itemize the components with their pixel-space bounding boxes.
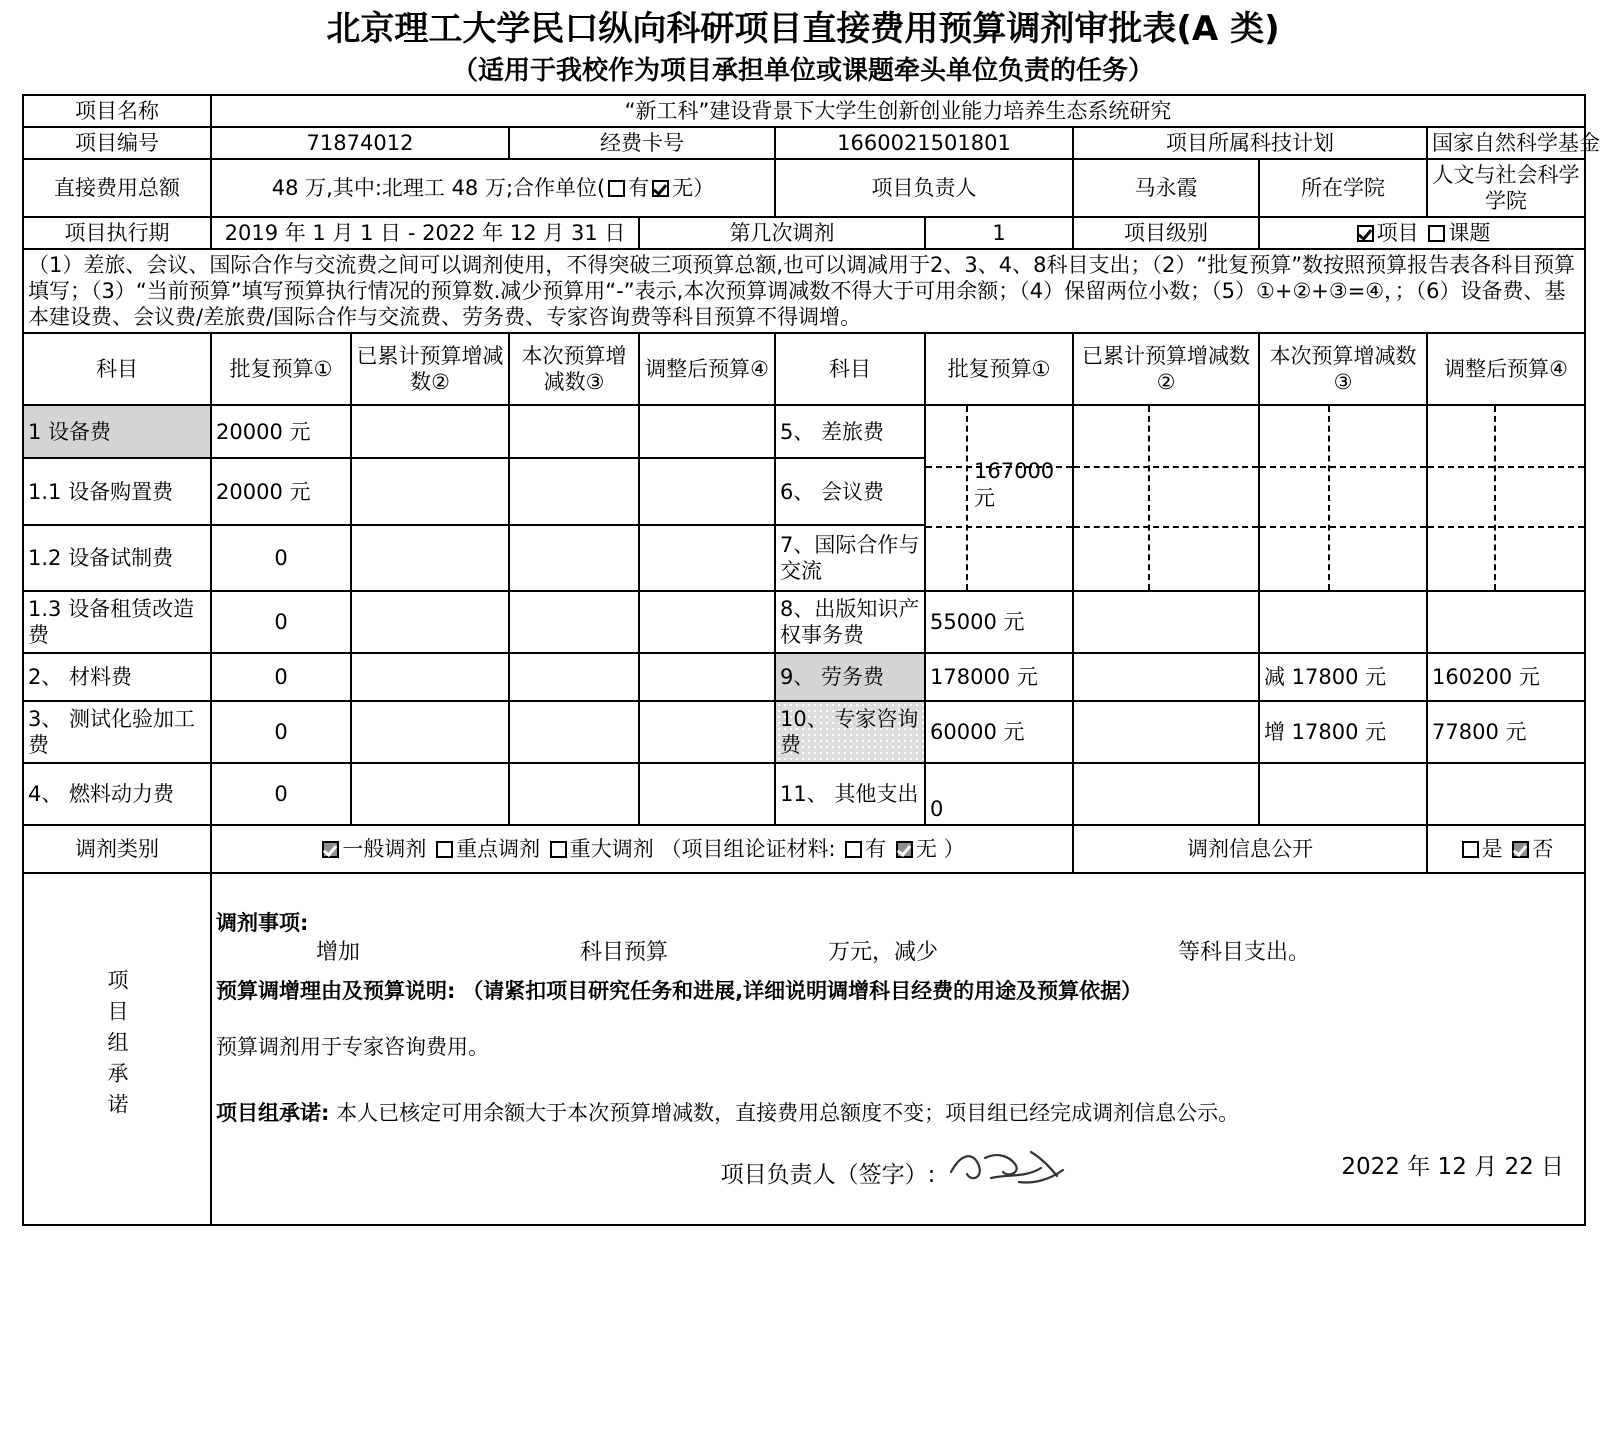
level-topic-checkbox[interactable] [1428,225,1445,242]
right-approved-merged-value: 167000 元 [974,459,1055,510]
header-right-accum: 已累计预算增减数② [1073,333,1259,405]
total-have-checkbox[interactable] [608,180,625,197]
left-subject-1: 1 设备费 [23,405,211,458]
right-after-10: 77800 元 [1427,701,1585,763]
left-subject-4: 4、 燃料动力费 [23,763,211,825]
right-approved-merged-5-7[interactable] [925,405,1073,591]
total-tail: ） [693,176,715,200]
page-subtitle: （适用于我校作为项目承担单位或课题牵头单位负责的任务） [451,56,1154,86]
public-yes-label: 是 [1481,837,1503,861]
right-current-10: 增 17800 元 [1259,701,1427,763]
label-card-no: 经费卡号 [509,127,775,159]
value-plan: 国家自然科学基金 [1427,127,1585,159]
row-notes [23,249,1585,333]
left-current-1[interactable] [509,405,639,458]
header-left-accum: 已累计预算增减数② [351,333,509,405]
value-level [1259,217,1585,249]
left-current-4[interactable] [509,763,639,825]
level-topic-label: 课题 [1448,221,1491,245]
value-project-no: 71874012 [211,127,509,159]
right-after-9: 160200 元 [1427,653,1585,701]
label-adjust-type: 调剂类别 [23,825,211,873]
right-accum-merged-5-7[interactable] [1073,405,1259,591]
key-adjust-checkbox[interactable] [436,841,453,858]
signature-date: 2022 年 12 月 22 日 [1341,1154,1565,1180]
major-adjust-label: 重大调剂 [569,837,654,861]
label-plan: 项目所属科技计划 [1073,127,1427,159]
promise-text: 本人已核定可用余额大于本次预算增减数，直接费用总额度不变；项目组已经完成调剂信息公示。 [336,1101,1240,1125]
right-approved-9: 178000 元 [925,653,1073,701]
left-subject-1-2: 1.2 设备试制费 [23,525,211,591]
left-subject-2: 2、 材料费 [23,653,211,701]
general-adjust-checkbox[interactable] [322,841,339,858]
value-card-no: 1660021501801 [775,127,1073,159]
left-accum-1-3[interactable] [351,591,509,653]
right-subject-7: 7、国际合作与交流 [775,525,925,591]
adjust-item-line [216,936,1580,970]
right-after-8[interactable] [1427,591,1585,653]
right-current-8[interactable] [1259,591,1427,653]
material-suffix: ） [943,837,965,861]
right-approved-8: 55000 元 [925,591,1073,653]
left-accum-3[interactable] [351,701,509,763]
row-project-name [23,95,1585,127]
header-left-subject: 科目 [23,333,211,405]
left-approved-1-2: 0 [211,525,351,591]
material-have-checkbox[interactable] [845,841,862,858]
promise-title: 项目组承诺: [216,1101,330,1125]
total-none-label: 无 [672,176,694,200]
left-after-4[interactable] [639,763,775,825]
right-approved-10: 60000 元 [925,701,1073,763]
signature-line [216,1144,1580,1188]
right-current-11[interactable] [1259,763,1427,825]
label-leader: 项目负责人 [775,159,1073,217]
left-after-1[interactable] [639,405,775,458]
key-adjust-label: 重点调剂 [456,837,541,861]
left-accum-4[interactable] [351,763,509,825]
label-project-no: 项目编号 [23,127,211,159]
right-accum-11[interactable] [1073,763,1259,825]
left-subject-1-3: 1.3 设备租赁改造费 [23,591,211,653]
header-right-after: 调整后预算④ [1427,333,1585,405]
left-accum-1-2[interactable] [351,525,509,591]
total-have-label: 有 [628,176,650,200]
left-current-2[interactable] [509,653,639,701]
label-project-name: 项目名称 [23,95,211,127]
value-project-name: “新工科”建设背景下大学生创新创业能力培养生态系统研究 [211,95,1585,127]
left-approved-1-1: 20000 元 [211,458,351,524]
header-left-approved: 批复预算① [211,333,351,405]
right-accum-8[interactable] [1073,591,1259,653]
left-approved-1: 20000 元 [211,405,351,458]
value-leader: 马永霞 [1073,159,1259,217]
left-after-1-1[interactable] [639,458,775,524]
left-current-3[interactable] [509,701,639,763]
header-right-approved: 批复预算① [925,333,1073,405]
adjust-item-amount-unit: 万元，减少 [828,940,939,965]
label-public: 调剂信息公开 [1073,825,1427,873]
signature-label: 项目负责人（签字）: [720,1162,936,1188]
row-table-headers [23,333,1585,405]
adjust-item-tail: 等科目支出。 [1178,940,1311,965]
header-right-subject: 科目 [775,333,925,405]
reason-hint: （请紧扣项目研究任务和进展,详细说明调增科目经费的用途及预算依据） [462,979,1143,1003]
level-project-label: 项目 [1376,221,1419,245]
label-level: 项目级别 [1073,217,1259,249]
label-times: 第几次调剂 [639,217,925,249]
material-prefix: （项目组论证材料: [660,837,836,861]
left-subject-1-1: 1.1 设备购置费 [23,458,211,524]
page-title: 北京理工大学民口纵向科研项目直接费用预算调剂审批表(A 类) [326,9,1280,49]
left-accum-1[interactable] [351,405,509,458]
budget-adjustment-form [22,94,1600,1226]
table-row [23,591,1585,653]
row-total [23,159,1585,217]
commitment-side-text: 项目组承诺 [105,968,129,1124]
right-subject-5: 5、 差旅费 [775,405,925,458]
table-row [23,701,1585,763]
adjust-type-options [211,825,1073,873]
row-period [23,217,1585,249]
material-have-label: 有 [865,837,887,861]
right-approved-11: 0 [925,763,1073,825]
reason-text[interactable]: 预算调剂用于专家咨询费用。 [216,1035,489,1059]
left-subject-3: 3、 测试化验加工费 [23,701,211,763]
total-text: 48 万,其中:北理工 48 万;合作单位( [271,176,606,200]
material-none-label: 无 [915,837,937,861]
left-accum-1-1[interactable] [351,458,509,524]
commitment-body [211,873,1585,1225]
general-adjust-label: 一般调剂 [342,837,427,861]
signature-image [945,1144,1075,1188]
right-subject-6: 6、 会议费 [775,458,925,524]
left-approved-1-3: 0 [211,591,351,653]
left-current-1-2[interactable] [509,525,639,591]
right-accum-9[interactable] [1073,653,1259,701]
right-after-merged-5-7[interactable] [1427,405,1585,591]
right-subject-11: 11、 其他支出 [775,763,925,825]
major-adjust-checkbox[interactable] [550,841,567,858]
total-none-checkbox[interactable] [652,180,669,197]
left-approved-2: 0 [211,653,351,701]
right-subject-9: 9、 劳务费 [775,653,925,701]
left-approved-3: 0 [211,701,351,763]
header-left-current: 本次预算增减数③ [509,333,639,405]
value-times: 1 [925,217,1073,249]
left-after-1-2[interactable] [639,525,775,591]
adjust-item-title: 调剂事项: [216,911,309,935]
header-left-after: 调整后预算④ [639,333,775,405]
public-options [1427,825,1585,873]
table-row [23,763,1585,825]
adjust-item-increase: 增加 [316,940,361,965]
right-accum-10[interactable] [1073,701,1259,763]
table-row [23,405,1585,458]
header-right-current: 本次预算增减数③ [1259,333,1427,405]
right-subject-8: 8、出版知识产权事务费 [775,591,925,653]
reason-title: 预算调增理由及预算说明: [216,979,456,1003]
commitment-side-label [23,873,211,1225]
table-row [23,653,1585,701]
public-no-checkbox[interactable] [1512,841,1529,858]
form-notes: （1）差旅、会议、国际合作与交流费之间可以调剂使用，不得突破三项预算总额,也可以调减用于2、3、4、8科目支出；（2）“批复预算”数按照预算报告表各科目预算填写；（3）“当前预算”填写预算执行情况的预算数.减少预算用“-”表示,本次预算调减数不得大于可用余额；（4）保留两位小数；（5）①+②+③=④，；（6）设备费、基本建设费、会议费/差旅费/国际合作与交流费、劳务费、专家咨询费等科目预算不得调增。 [23,249,1585,333]
left-current-1-1[interactable] [509,458,639,524]
right-current-merged-5-7[interactable] [1259,405,1427,591]
level-project-checkbox[interactable] [1357,225,1374,242]
label-period: 项目执行期 [23,217,211,249]
left-accum-2[interactable] [351,653,509,701]
adjust-item-subject: 科目预算 [580,940,669,965]
public-no-label: 否 [1532,837,1554,861]
left-current-1-3[interactable] [509,591,639,653]
right-current-9: 减 17800 元 [1259,653,1427,701]
row-project-no [23,127,1585,159]
left-after-2[interactable] [639,653,775,701]
row-commitment [23,873,1585,1225]
material-none-checkbox[interactable] [896,841,913,858]
label-total: 直接费用总额 [23,159,211,217]
value-college: 人文与社会科学学院 [1427,159,1585,217]
left-after-1-3[interactable] [639,591,775,653]
row-adjust-type [23,825,1585,873]
label-college: 所在学院 [1259,159,1427,217]
value-total [211,159,775,217]
value-period: 2019 年 1 月 1 日 - 2022 年 12 月 31 日 [211,217,639,249]
left-approved-4: 0 [211,763,351,825]
right-after-11[interactable] [1427,763,1585,825]
left-after-3[interactable] [639,701,775,763]
public-yes-checkbox[interactable] [1462,841,1479,858]
right-subject-10: 10、 专家咨询费 [775,701,925,763]
